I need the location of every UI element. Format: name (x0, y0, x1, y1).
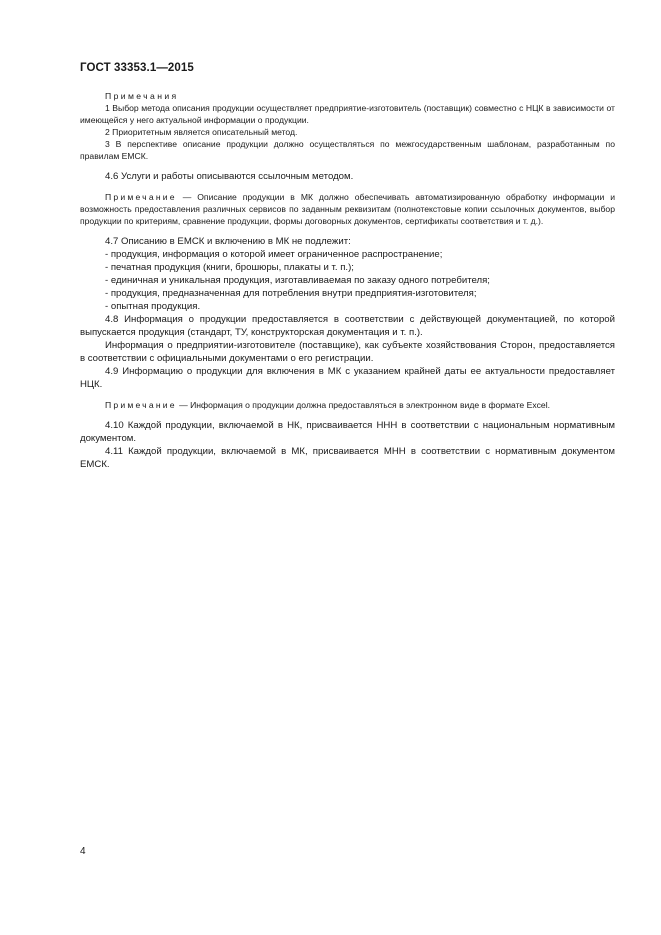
note-item-1: 1 Выбор метода описания продукции осуществляет предприятие-изготовитель (поставщик) совместно с НЦК в зависимости от имеющейся у него актуальной информации о продукции. (80, 103, 615, 125)
exclusion-list-item-2: - печатная продукция (книги, брошюры, плакаты и т. п.); (105, 262, 354, 273)
note-3-text: — Информация о продукции должна предоставляться в электронном виде в формате Excel. (176, 400, 550, 410)
exclusion-list-item-5: - опытная продукция. (105, 301, 201, 312)
exclusion-list-item-1: - продукция, информация о которой имеет ограниченное распространение; (105, 249, 443, 260)
exclusion-list-item-4: - продукция, предназначенная для потребления внутри предприятия-изготовителя; (105, 288, 477, 299)
notes-title: Примечания (105, 91, 179, 101)
note-2-text: — Описание продукции в МК должно обеспечивать автоматизированную обработку информации и возможность предоставления различных сервисов по заданным реквизитам (полнотекстовые копии ссылочных документов, выбор продукции по критериям, сравнение продукции, формы договорных документов, сертификаты соответствия и т. д.). (80, 192, 615, 226)
note-3-label: Примечание (105, 400, 177, 410)
note-2-label: Примечание (105, 192, 177, 202)
section-4-9: 4.9 Информацию о продукции для включения в МК с указанием крайней даты ее актуальности предоставляет НЦК. (80, 366, 615, 390)
note-block-2 (80, 191, 615, 227)
main-sections (80, 235, 615, 391)
section-4-8-p1: 4.8 Информация о продукции предоставляется в соответствии с действующей документацией, по которой выпускается продукция (стандарт, ТУ, конструкторская документация и т. п.). (80, 314, 615, 338)
note-2-paragraph (80, 191, 615, 227)
section-4-6: 4.6 Услуги и работы описываются ссылочным методом. (105, 171, 354, 182)
exclusion-list-item-3: - единичная и уникальная продукция, изготавливаемая по заказу одного потребителя; (105, 275, 490, 286)
section-4-11: 4.11 Каждой продукции, включаемой в МК, присваивается МНН в соответствии с нормативным документом ЕМСК. (80, 446, 615, 470)
note-item-2: 2 Приоритетным является описательный метод. (105, 127, 298, 137)
document-id-header: ГОСТ 33353.1—2015 (80, 62, 194, 74)
section-4-7-intro: 4.7 Описанию в ЕМСК и включению в МК не подлежит: (105, 236, 351, 247)
notes-block-1 (80, 90, 615, 162)
page-number: 4 (80, 846, 86, 857)
note-item-3: 3 В перспективе описание продукции должно осуществляться по межгосударственным шаблонам, разработанным по правилам ЕМСК. (80, 139, 615, 161)
note-3-paragraph (80, 399, 615, 411)
section-4-8-p2: Информация о предприятии-изготовителе (поставщике), как субъекте хозяйствования Сторон, предоставляется в соответствии с официальными документами о его регистрации. (80, 340, 615, 364)
page-content (80, 90, 615, 471)
section-4-10: 4.10 Каждой продукции, включаемой в НК, присваивается ННН в соответствии с национальным нормативным документом. (80, 420, 615, 444)
note-block-3 (80, 399, 615, 411)
